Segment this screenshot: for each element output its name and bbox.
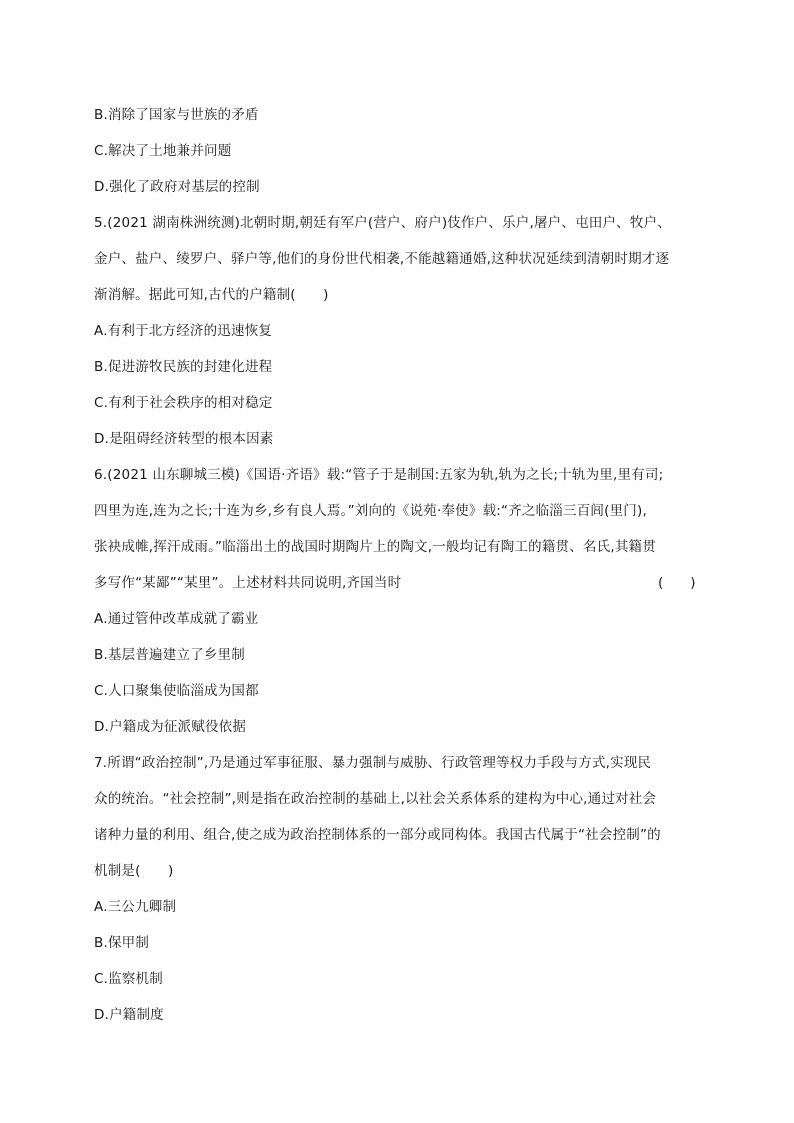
q4-option-d: D.强化了政府对基层的控制 (94, 179, 260, 195)
q7-option-b: B.保甲制 (94, 935, 150, 951)
q7-stem-line-4: 机制是( ) (94, 863, 174, 879)
q5-option-b: B.促进游牧民族的封建化进程 (94, 359, 273, 375)
q4-option-b: B.消除了国家与世族的矛盾 (94, 107, 259, 123)
q5-option-c: C.有利于社会秩序的相对稳定 (94, 395, 273, 411)
q6-option-c: C.人口聚集使临淄成为国都 (94, 683, 259, 699)
q6-stem-line-4: 多写作“某鄙”“某里”。上述材料共同说明,齐国当时 (94, 575, 402, 591)
q6-option-b: B.基层普遍建立了乡里制 (94, 647, 245, 663)
q6-option-a: A.通过管仲改革成就了霸业 (94, 611, 259, 627)
q7-option-c: C.监察机制 (94, 971, 163, 987)
q6-stem-line-1: 6.(2021 山东聊城三模)《国语·齐语》载:“管子于是制国:五家为轨,轨为之长;十轨为里,里有司; (94, 467, 664, 483)
q5-option-a: A.有利于北方经济的迅速恢复 (94, 323, 273, 339)
q5-option-d: D.是阻碍经济转型的根本因素 (94, 431, 274, 447)
q7-stem-line-1: 7.所谓“政治控制”,乃是通过军事征服、暴力强制与威胁、行政管理等权力手段与方式,实现民 (94, 755, 652, 771)
q6-answer-parentheses: ( ) (658, 575, 696, 591)
q7-option-a: A.三公九卿制 (94, 899, 177, 915)
q5-stem-line-1: 5.(2021 湖南株洲统测)北朝时期,朝廷有军户(营户、府户)伎作户、乐户,屠户、屯田户、牧户、 (94, 215, 671, 231)
q6-option-d: D.户籍成为征派赋役依据 (94, 719, 247, 735)
q7-option-d: D.户籍制度 (94, 1007, 164, 1023)
q7-stem-line-2: 众的统治。“社会控制”,则是指在政治控制的基础上,以社会关系体系的建构为中心,通过对社会 (94, 791, 657, 807)
q4-option-c: C.解决了土地兼并问题 (94, 143, 232, 159)
q5-stem-line-3: 渐消解。据此可知,古代的户籍制( ) (94, 287, 329, 303)
q5-stem-line-2: 金户、盐户、绫罗户、驿户等,他们的身份世代相袭,不能越籍通婚,这种状况延续到清朝时期才逐 (94, 251, 670, 267)
q6-stem-line-3: 张袂成帷,挥汗成雨。”临淄出土的战国时期陶片上的陶文,一般均记有陶工的籍贯、名氏,其籍贯 (94, 539, 656, 555)
q6-stem-line-2: 四里为连,连为之长;十连为乡,乡有良人焉。”刘向的《说苑·奉使》载:“齐之临淄三百闾(里门), (94, 503, 647, 519)
q7-stem-line-3: 诸种力量的利用、组合,使之成为政治控制体系的一部分或同构体。我国古代属于“社会控制”的 (94, 827, 661, 843)
